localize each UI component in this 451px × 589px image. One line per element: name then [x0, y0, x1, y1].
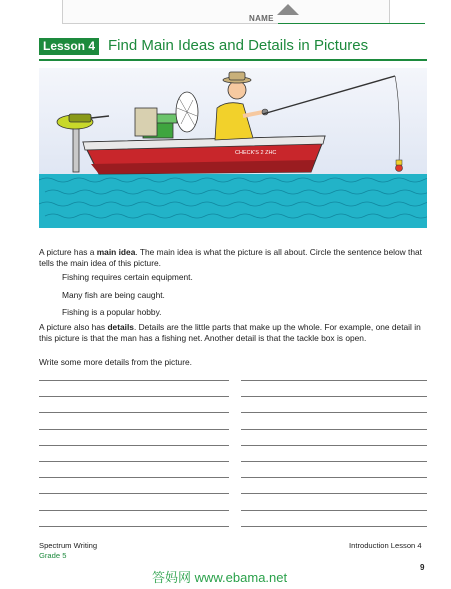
option-1[interactable]: Fishing requires certain equipment.	[62, 272, 193, 282]
writing-line[interactable]	[241, 526, 427, 527]
name-field-line[interactable]	[278, 23, 425, 24]
p1-bold-term: main idea	[96, 247, 136, 257]
grade-label: Grade 5	[39, 551, 67, 560]
writing-line[interactable]	[241, 445, 427, 446]
bobber	[396, 160, 403, 172]
writing-line[interactable]	[241, 429, 427, 430]
details-paragraph	[39, 322, 431, 343]
writing-line[interactable]	[241, 493, 427, 494]
writing-line[interactable]	[39, 412, 229, 413]
fishing-picture	[39, 68, 427, 228]
lesson-badge: Lesson 4	[39, 38, 99, 55]
writing-line[interactable]	[39, 477, 229, 478]
p2-text-post: . Details are the little parts that make up the whole. For example, one detail in this picture is that the man has a fishing net. Another detail is that the tackle box is open.	[39, 322, 421, 343]
watermark: 答妈网 www.ebama.net	[152, 570, 288, 585]
triangle-marker	[277, 4, 299, 15]
lesson-title: Find Main Ideas and Details in Pictures	[108, 37, 369, 54]
writing-line[interactable]	[39, 429, 229, 430]
p1-text-post: . The main idea is what the picture is all about. Circle the sentence below that tells the main idea of this picture.	[39, 247, 422, 268]
boat-text: CHECK'S 2 ZHC	[235, 150, 277, 156]
writing-line[interactable]	[241, 461, 427, 462]
p2-bold-term: details	[107, 322, 134, 332]
writing-line[interactable]	[39, 445, 229, 446]
writing-line[interactable]	[241, 510, 427, 511]
title-rule	[39, 59, 427, 61]
writing-line[interactable]	[241, 477, 427, 478]
writing-line[interactable]	[39, 493, 229, 494]
main-idea-paragraph	[39, 247, 431, 268]
writing-line[interactable]	[39, 526, 229, 527]
page-number: 9	[420, 563, 425, 572]
option-2[interactable]: Many fish are being caught.	[62, 290, 165, 300]
name-label: NAME	[249, 14, 274, 23]
p2-text-pre: A picture also has	[39, 322, 108, 332]
writing-line[interactable]	[39, 510, 229, 511]
writing-line[interactable]	[241, 396, 427, 397]
writing-line[interactable]	[39, 396, 229, 397]
option-3[interactable]: Fishing is a popular hobby.	[62, 307, 162, 317]
boat	[83, 136, 325, 174]
writing-line[interactable]	[39, 461, 229, 462]
book-title: Spectrum Writing	[39, 541, 98, 550]
footer-left	[39, 541, 97, 561]
top-tab	[62, 0, 390, 24]
p1-text-pre: A picture has a	[39, 247, 97, 257]
writing-line[interactable]	[241, 412, 427, 413]
fishing-net	[176, 92, 198, 132]
write-prompt: Write some more details from the picture.	[39, 357, 192, 367]
section-label: Introduction Lesson 4	[349, 541, 422, 550]
writing-line[interactable]	[39, 380, 229, 381]
writing-line[interactable]	[241, 380, 427, 381]
seat	[135, 108, 157, 136]
